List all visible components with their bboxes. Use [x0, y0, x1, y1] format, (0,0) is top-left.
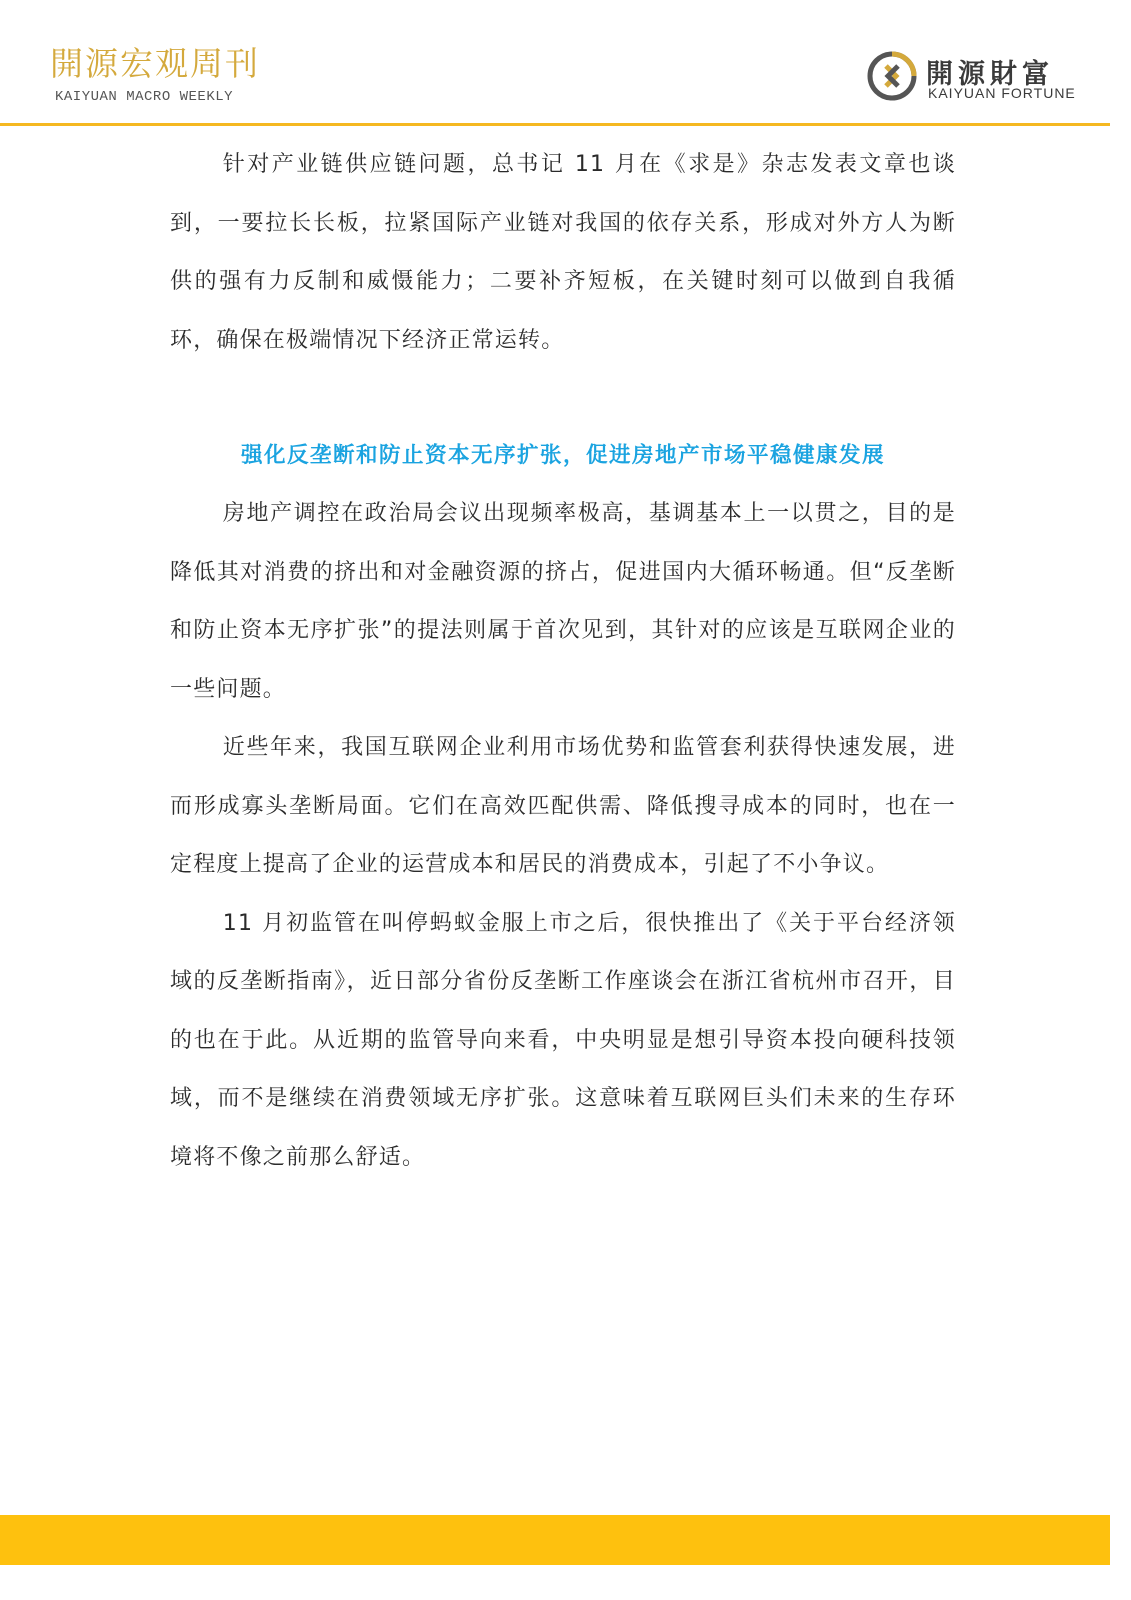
publication-subtitle: KAIYUAN MACRO WEEKLY	[55, 89, 234, 105]
paragraph-1: 针对产业链供应链问题，总书记 11 月在《求是》杂志发表文章也谈到，一要拉长长板，拉紧国际产业链对我国的依存关系，形成对外方人为断供的强有力反制和威慑能力；二要补齐短板，在关键时刻可以做到自我循环，确保在极端情况下经济正常运转。	[170, 152, 956, 353]
company-logo	[866, 50, 1086, 110]
logo-name-en: KAIYUAN FORTUNE	[928, 85, 1076, 101]
paragraph-2: 房地产调控在政治局会议出现频率极高，基调基本上一以贯之，目的是降低其对消费的挤出和对金融资源的挤占，促进国内大循环畅通。但“反垄断和防止资本无序扩张”的提法则属于首次见到，其针对的应该是互联网企业的一些问题。	[170, 501, 956, 702]
footer-bar	[0, 1515, 1110, 1565]
logo-name-cn: 開源財富	[926, 59, 1054, 90]
section-heading: 强化反垄断和防止资本无序扩张，促进房地产市场平稳健康发展	[240, 443, 885, 468]
article-body	[170, 136, 956, 1187]
paragraph-4: 11 月初监管在叫停蚂蚁金服上市之后，很快推出了《关于平台经济领域的反垄断指南》，近日部分省份反垄断工作座谈会在浙江省杭州市召开，目的也在于此。从近期的监管导向来看，中央明显是想引导资本投向硬科技领域，而不是继续在消费领域无序扩张。这意味着互联网巨头们未来的生存环境将不像之前那么舒适。	[170, 910, 956, 1170]
paragraph-3: 近些年来，我国互联网企业利用市场优势和监管套利获得快速发展，进而形成寡头垄断局面。它们在高效匹配供需、降低搜寻成本的同时，也在一定程度上提高了企业的运营成本和居民的消费成本，引起了不小争议。	[170, 735, 956, 877]
page-header	[0, 0, 1131, 126]
kaiyuan-logo-icon	[866, 50, 918, 102]
publication-title: 開源宏观周刊	[50, 44, 260, 83]
header-divider	[0, 123, 1110, 126]
